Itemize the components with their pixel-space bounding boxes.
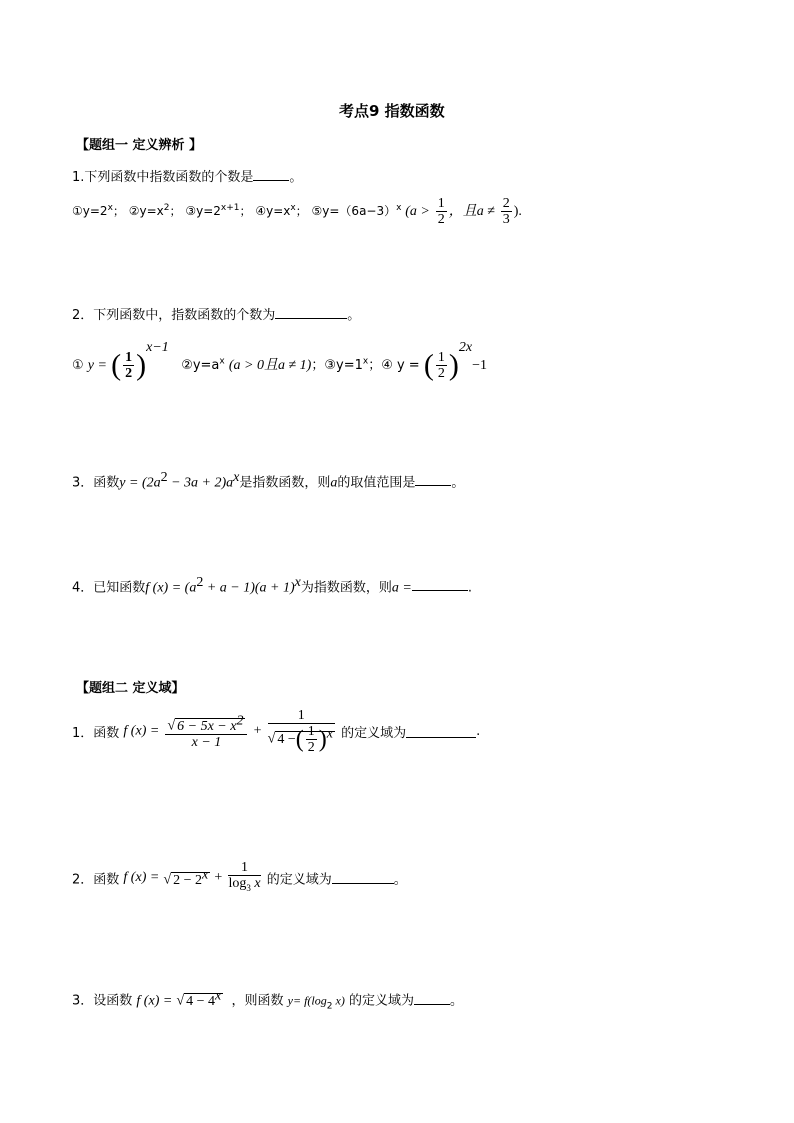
q1-2-stem: [72, 304, 360, 323]
radicand-exp: x: [215, 988, 222, 1003]
frac-den: √ 4 −( $\frac{1}{2}$ )$^x$: [267, 724, 333, 755]
q1-3-expr-exp: 2: [160, 470, 168, 485]
radicand: [171, 867, 210, 888]
frac-den: [228, 876, 260, 896]
q1-1-opt4-exp: x: [290, 203, 296, 213]
q1-1-opt1-exp: x: [107, 203, 113, 213]
fraction-one-half: [306, 724, 317, 755]
q1-4-end: .: [467, 580, 472, 596]
radicand-text: 4 − 4: [186, 993, 216, 1009]
frac-num: 2: [502, 196, 510, 211]
frac-num: 1: [307, 724, 315, 739]
q1-2-o2-cond: (a > 0且a ≠ 1): [228, 358, 312, 373]
radicand: [175, 713, 245, 734]
plus-sign: +: [253, 723, 262, 739]
fraction-one-half: [436, 350, 447, 381]
q1-2-o4-tail: −1: [472, 358, 487, 373]
radicand-text: 4 −: [277, 731, 296, 747]
q1-1-stem: [72, 166, 302, 185]
right-paren: ): [136, 348, 147, 382]
q1-2-o3: ；③y=1: [311, 358, 363, 373]
q2-2-end: 。: [393, 872, 407, 888]
q2-3-tail: 的定义域为: [348, 993, 414, 1009]
q1-1-opt5-exp: x: [396, 203, 402, 213]
q1-1-blank-end: 。: [289, 170, 303, 185]
fraction-one-half: [436, 196, 447, 227]
page-title: 考点9 指数函数: [339, 102, 445, 120]
q1-2-blank-end: 。: [347, 308, 361, 323]
frac-den: 2: [437, 212, 445, 227]
q2-3-end: 。: [449, 993, 463, 1009]
q1-3-expr-mid: − 3a + 2)a: [167, 475, 234, 491]
q2-1: [72, 708, 480, 755]
q1-4-tail: 为指数函数，则: [300, 580, 392, 596]
q1-1-options: [72, 196, 522, 227]
q2-3: [72, 988, 463, 1011]
q1-1-opt3: ③y=2: [185, 204, 221, 218]
q1-1-opt4: ④y=x: [255, 204, 291, 218]
right-paren: ): [448, 348, 459, 382]
q2-3-sqrt: √ $4 - 4^x$: [176, 988, 222, 1009]
q1-1-opt3-exp: x+1: [220, 203, 240, 213]
q1-2-o2-exp: x: [219, 356, 225, 367]
fraction-nested-radical: [268, 708, 335, 755]
frac-num: 1: [437, 350, 445, 365]
log-text: log: [228, 876, 247, 891]
fraction-log: [228, 860, 260, 896]
separator: ；: [295, 204, 308, 218]
frac-num: √ $6 - 5x - x^2$: [165, 713, 247, 735]
left-paren: (: [111, 348, 122, 382]
answer-blank[interactable]: [275, 306, 347, 319]
q1-3-expr-exp2: x: [233, 470, 240, 485]
q1-2-o4-exp: 2x: [458, 340, 473, 355]
separator: ；: [169, 204, 182, 218]
q2-3-y-end: x): [332, 993, 345, 1008]
q1-1-opt5: ⑤y=（6a−3）: [311, 204, 397, 218]
answer-blank[interactable]: [406, 725, 476, 738]
fraction-one-half: [123, 350, 134, 381]
q1-2-stem-text: 2．下列函数中，指数函数的个数为: [72, 308, 276, 323]
q1-1-cond-end: ).: [513, 204, 522, 219]
log-base: 3: [246, 882, 251, 893]
q2-1-end: .: [476, 724, 481, 739]
separator: ；: [239, 204, 252, 218]
left-paren: (: [295, 726, 304, 752]
q1-1-cond-mid: ，且a ≠: [448, 204, 495, 219]
separator: ；: [112, 204, 125, 218]
q1-2-o4: ；④ y =: [368, 358, 420, 373]
radicand-text: 6 − 5x − x: [177, 718, 237, 734]
q1-3-expr: y = (2a: [119, 475, 161, 491]
q2-1-tail: 的定义域为: [341, 726, 407, 741]
radicand: [275, 724, 335, 755]
q1-3-label: 3．函数: [72, 475, 120, 491]
q1-2-o3-exp: x: [362, 356, 369, 367]
q1-4-expr-exp: 2: [196, 575, 204, 590]
frac-den: 2: [437, 366, 445, 381]
q1-3-tail: 的取值范围是: [337, 475, 416, 491]
radicand-exp: 2: [236, 713, 244, 729]
radicand-text: 2 − 2: [173, 872, 203, 888]
q1-1-stem-text: 1.下列函数中指数函数的个数是: [72, 170, 254, 185]
answer-blank[interactable]: [415, 473, 451, 486]
q1-1-opt2: ②y=x: [128, 204, 164, 218]
q2-3-y: y= f(log: [287, 993, 327, 1008]
frac-den: 3: [502, 212, 510, 227]
frac-den: x − 1: [191, 734, 222, 750]
left-paren: (: [423, 348, 434, 382]
inner-exp: x: [326, 726, 333, 742]
q2-1-lhs: f (x) =: [123, 723, 160, 739]
group2-heading: 【题组二 定义域】: [76, 681, 185, 696]
q1-3-blank-end: 。: [451, 475, 465, 491]
q1-4-expr-exp2: x: [294, 575, 301, 590]
q1-2-o1-exp: x−1: [146, 340, 169, 355]
answer-blank[interactable]: [412, 578, 468, 591]
answer-blank[interactable]: [253, 168, 289, 181]
q2-1-label: 1．函数: [72, 726, 120, 741]
q1-2-options: [72, 340, 487, 383]
frac-num: 1: [437, 196, 445, 211]
q1-3-var: a: [330, 475, 338, 491]
q1-1-cond-a: (a >: [405, 204, 430, 219]
log-base: 2: [326, 1001, 333, 1012]
q1-2-o1-label: ①: [72, 358, 84, 373]
q1-4-expr-mid: + a − 1)(a + 1): [203, 580, 295, 596]
answer-blank[interactable]: [332, 871, 394, 884]
q2-2-tail: 的定义域为: [266, 872, 332, 888]
q2-2: [72, 860, 407, 896]
right-paren: ): [318, 726, 327, 752]
q1-3: [72, 470, 464, 491]
q1-1-opt2-exp: 2: [163, 203, 170, 213]
fraction-two-thirds: [501, 196, 512, 227]
q2-2-label: 2．函数: [72, 872, 120, 888]
q1-2-o1-lhs: y =: [87, 358, 107, 373]
radicand-exp: x: [202, 867, 209, 883]
group1-heading: 【题组一 定义辨析 】: [76, 138, 203, 153]
q2-3-lhs: f (x) =: [136, 993, 173, 1009]
q1-4-var: a =: [391, 580, 412, 596]
q2-2-sqrt: √ $2 - 2^x$: [163, 867, 209, 888]
q1-4-expr: f (x) = (a: [145, 580, 197, 596]
frac-num: 1: [125, 350, 133, 365]
q1-4-label: 4．已知函数: [72, 580, 146, 596]
q1-2-o2: ②y=a: [181, 358, 220, 373]
q1-1-opt1: ①y=2: [72, 204, 108, 218]
frac-num: 1: [268, 708, 335, 724]
answer-blank[interactable]: [414, 992, 450, 1005]
frac-den: 2: [125, 366, 133, 381]
q1-4: [72, 575, 472, 596]
frac-den: 2: [307, 740, 315, 755]
q2-3-mid: ，则函数: [231, 993, 284, 1009]
q1-3-after: 是指数函数，则: [239, 475, 331, 491]
q2-3-label: 3．设函数: [72, 993, 133, 1009]
plus-sign: +: [214, 869, 223, 885]
log-arg: x: [250, 876, 261, 891]
radicand: [184, 988, 223, 1009]
frac-num: 1: [228, 860, 260, 876]
fraction-radical: [165, 713, 247, 750]
q2-2-lhs: f (x) =: [123, 869, 160, 885]
